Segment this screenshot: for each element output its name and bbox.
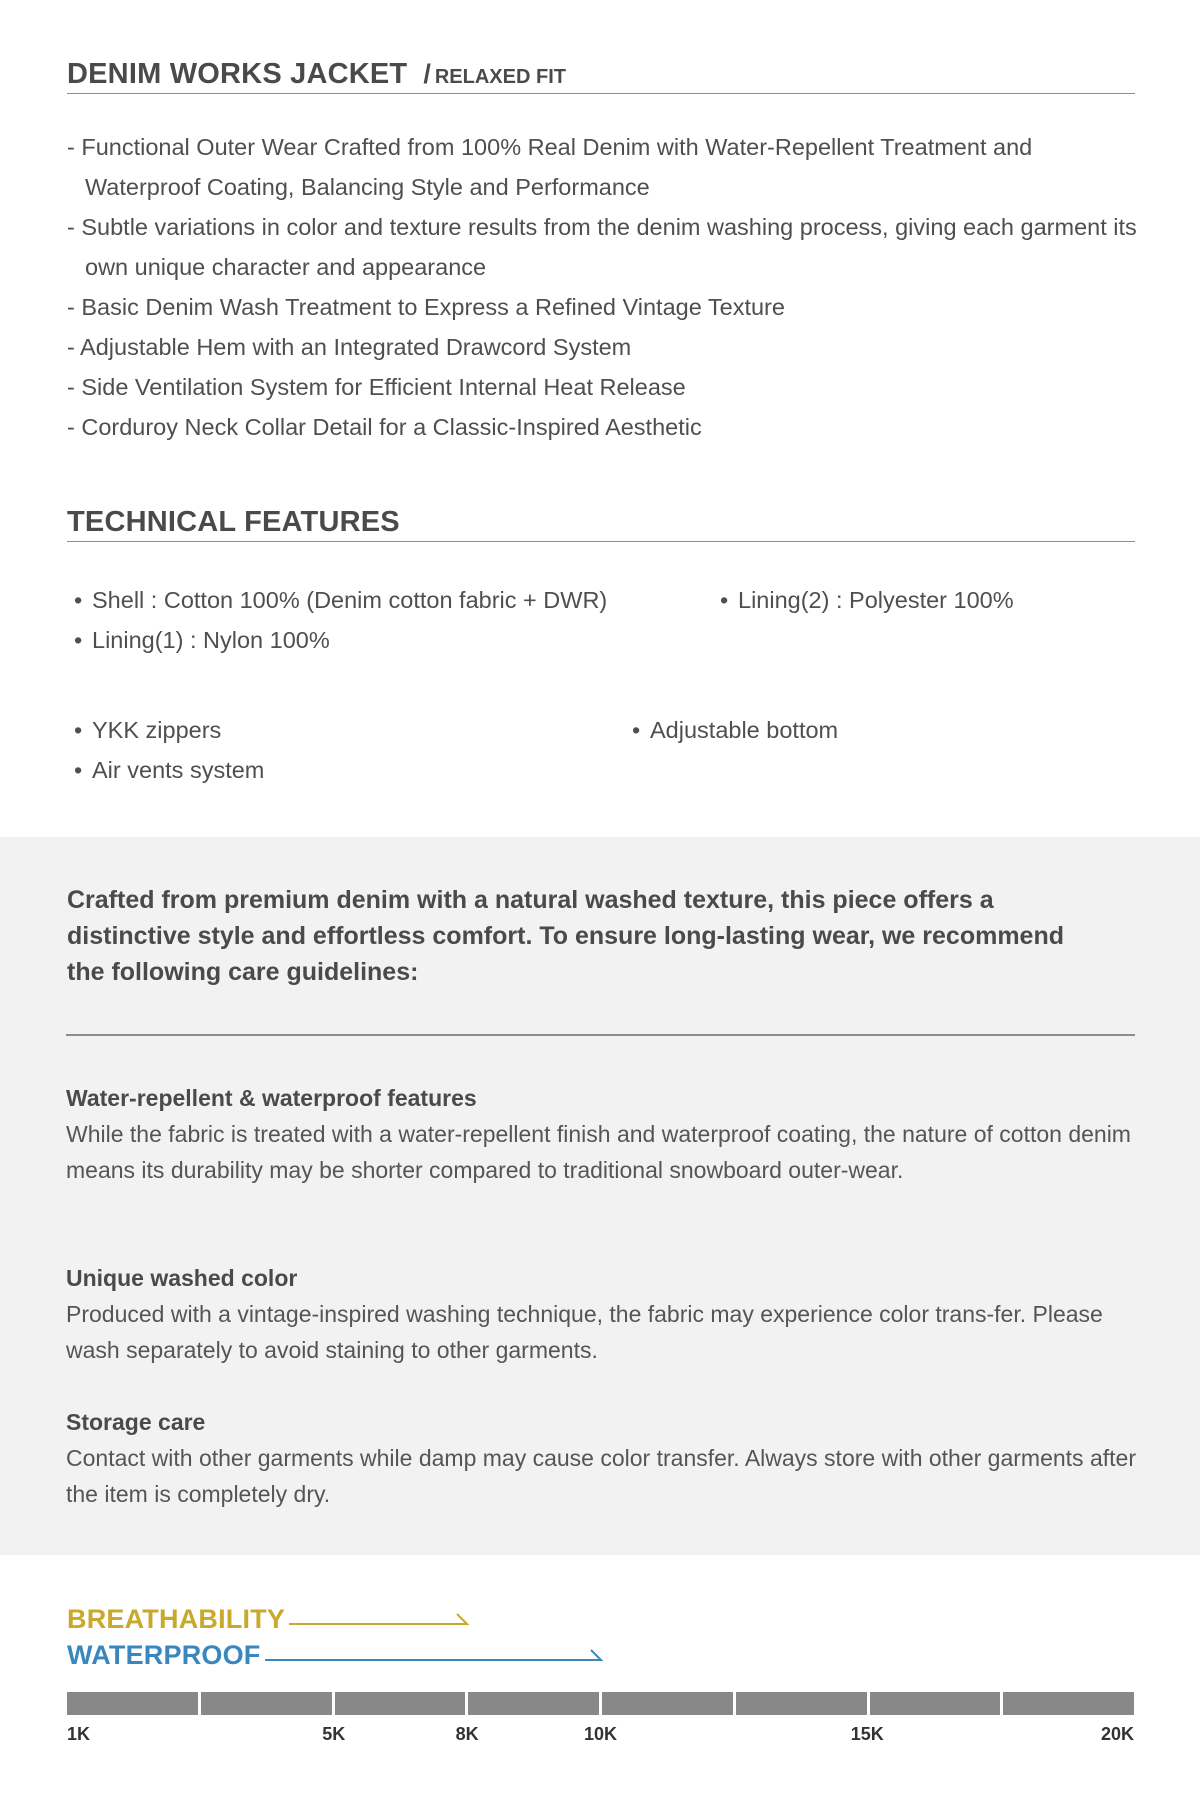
care-heading: Storage care: [66, 1409, 206, 1435]
scale-label-8k: 8K: [455, 1724, 479, 1744]
scale-segment: [1003, 1692, 1134, 1715]
material-item: • Lining(2) : Polyester 100%: [720, 587, 1014, 613]
description-item: - Basic Denim Wash Treatment to Express a Refined Vintage Texture: [67, 294, 785, 320]
scale-label-15k: 15K: [850, 1724, 884, 1744]
scale-label-10k: 10K: [583, 1724, 618, 1744]
scale-segment: [468, 1692, 599, 1715]
description-item: - Subtle variations in color and texture results from the denim washing process, giving each garment its own unique character and appearance: [67, 214, 1137, 280]
care-section-storage: [66, 1404, 1136, 1512]
feature-item: • YKK zippers: [74, 717, 222, 743]
material-shell: Shell : Cotton 100% (Denim cotton fabric + DWR): [92, 587, 608, 613]
breathability-label: BREATHABILITY: [67, 1604, 286, 1634]
breathability-metric: [67, 1604, 469, 1635]
feature-zippers: YKK zippers: [92, 717, 222, 743]
features-list: [74, 710, 1134, 790]
scale-segment: [201, 1692, 332, 1715]
scale-segment: [335, 1692, 466, 1715]
care-body: While the fabric is treated with a water-repellent finish and waterproof coating, the nature of cotton denim means its durability may be shorter compared to traditional snowboard outer-wear.: [66, 1121, 1131, 1183]
materials-list: [74, 580, 1134, 660]
care-intro: Crafted from premium denim with a natural washed texture, this piece offers a distinctive style and effortless comfort. To ensure long-lasting wear, we recommend the following care guidelines:: [67, 886, 1064, 986]
product-title: DENIM WORKS JACKET: [67, 58, 408, 90]
breathability-arrow-icon: [287, 1610, 469, 1630]
material-lining-1: Lining(1) : Nylon 100%: [92, 627, 330, 653]
feature-item: • Air vents system: [74, 757, 265, 783]
care-section-waterproof: [66, 1080, 1136, 1188]
technical-features-title: TECHNICAL FEATURES: [67, 506, 400, 538]
scale-label-20k: 20K: [1100, 1724, 1134, 1744]
product-header: [67, 58, 1135, 94]
description-item: - Adjustable Hem with an Integrated Drawcord System: [67, 334, 632, 360]
scale-segment: [602, 1692, 733, 1715]
care-heading: Unique washed color: [66, 1265, 298, 1291]
material-lining-2: Lining(2) : Polyester 100%: [738, 587, 1014, 613]
material-item: • Shell : Cotton 100% (Denim cotton fabric + DWR): [74, 587, 608, 613]
care-heading: Water-repellent & waterproof features: [66, 1085, 477, 1111]
scale-label-5k: 5K: [322, 1724, 346, 1744]
technical-features-header: [67, 506, 1135, 542]
care-section-washed-color: [66, 1260, 1136, 1368]
description-item: - Corduroy Neck Collar Detail for a Classic-Inspired Aesthetic: [67, 414, 702, 440]
description-item: - Side Ventilation System for Efficient Internal Heat Release: [67, 374, 686, 400]
description-item: - Functional Outer Wear Crafted from 100% Real Denim with Water-Repellent Treatment and Waterproof Coating, Balancing Style and Performance: [67, 134, 1033, 200]
waterproof-arrow-icon: [263, 1646, 603, 1666]
care-divider: [66, 1034, 1135, 1036]
title-slash: /: [423, 59, 431, 89]
product-description-list: [67, 127, 1147, 447]
scale-label-1k: 1K: [67, 1724, 91, 1744]
waterproof-metric: [67, 1640, 603, 1671]
product-fit-label: RELAXED FIT: [434, 66, 566, 88]
scale-segment: [870, 1692, 1001, 1715]
feature-adjustable-bottom: Adjustable bottom: [650, 717, 839, 743]
care-body: Produced with a vintage-inspired washing technique, the fabric may experience color trans-fer. Please wash separately to avoid staining to other garments.: [66, 1301, 1103, 1363]
scale-segment: [736, 1692, 867, 1715]
feature-air-vents: Air vents system: [92, 757, 265, 783]
waterproof-label: WATERPROOF: [67, 1640, 261, 1670]
material-item: • Lining(1) : Nylon 100%: [74, 627, 330, 653]
feature-item: • Adjustable bottom: [632, 717, 839, 743]
scale-segment: [67, 1692, 198, 1715]
product-fit: [423, 59, 566, 90]
care-guidelines-panel: [0, 837, 1200, 1555]
rating-scale-bar: [67, 1692, 1134, 1715]
care-body: Contact with other garments while damp may cause color transfer. Always store with other garments after the item is completely dry.: [66, 1445, 1136, 1507]
